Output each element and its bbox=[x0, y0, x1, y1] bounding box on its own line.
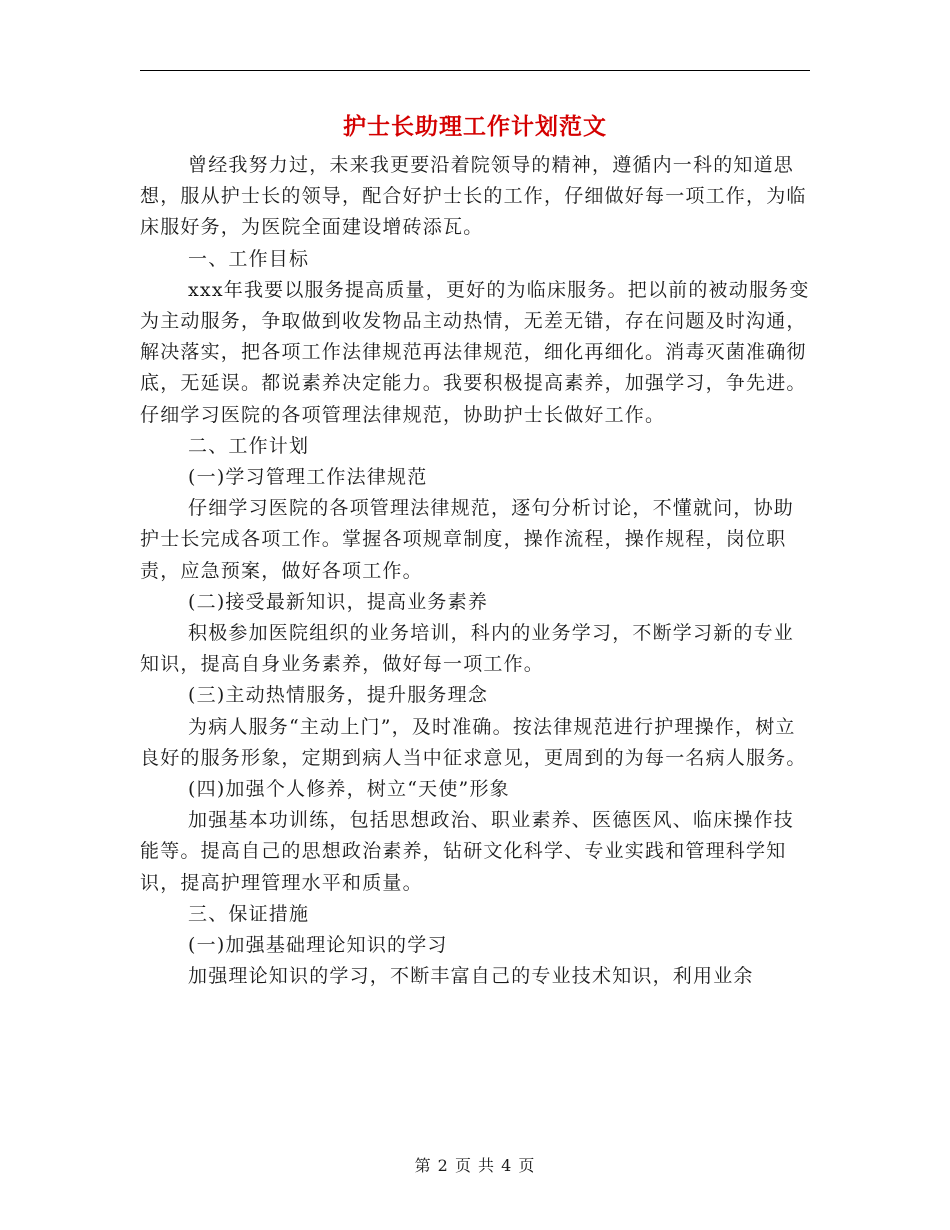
section-heading-goals: 一、工作目标 bbox=[188, 247, 310, 270]
subheading-plan-2: (二)接受最新知识，提高业务素养 bbox=[188, 590, 489, 613]
paragraph-plan-2: 积极参加医院组织的业务培训，科内的业务学习，不断学习新的专业知识，提高自身业务素养，做好每一项工作。 bbox=[140, 622, 795, 676]
header-rule bbox=[140, 70, 810, 71]
document-title: 护士长助理工作计划范文 bbox=[343, 114, 607, 140]
section-heading-measures: 三、保证措施 bbox=[188, 902, 310, 925]
paragraph-goals: xxx年我要以服务提高质量，更好的为临床服务。把以前的被动服务变为主动服务，争取做到收发物品主动热情，无差无错，存在问题及时沟通，解决落实，把各项工作法律规范再法律规范，细化再细化。消毒灭菌准确彻底，无延误。都说素养决定能力。我要积极提高素养，加强学习，争先进。仔细学习医院的各项管理法律规范，协助护士长做好工作。 bbox=[140, 278, 810, 426]
subheading-plan-1: (一)学习管理工作法律规范 bbox=[188, 466, 428, 489]
page-number: 第 2 页 共 4 页 bbox=[414, 1156, 536, 1175]
subheading-plan-3: (三)主动热情服务，提升服务理念 bbox=[188, 684, 489, 707]
subheading-measures-1: (一)加强基础理论知识的学习 bbox=[188, 934, 448, 957]
paragraph-plan-3: 为病人服务“主动上门”，及时准确。按法律规范进行护理操作，树立良好的服务形象，定期到病人当中征求意见，更周到的为每一名病人服务。 bbox=[140, 715, 807, 769]
paragraph-plan-1: 仔细学习医院的各项管理法律规范，逐句分析讨论，不懂就问，协助护士长完成各项工作。掌握各项规章制度，操作流程，操作规程，岗位职责，应急预案，做好各项工作。 bbox=[140, 497, 795, 582]
document-body bbox=[140, 150, 810, 992]
paragraph-measures-1: 加强理论知识的学习，不断丰富自己的专业技术知识，利用业余 bbox=[188, 965, 754, 988]
subheading-plan-4: (四)加强个人修养，树立“天使”形象 bbox=[188, 778, 510, 801]
section-heading-plan: 二、工作计划 bbox=[188, 434, 310, 457]
paragraph-plan-4: 加强基本功训练，包括思想政治、职业素养、医德医风、临床操作技能等。提高自己的思想政治素养，钻研文化科学、专业实践和管理科学知识，提高护理管理水平和质量。 bbox=[140, 809, 795, 894]
paragraph-intro: 曾经我努力过，未来我更要沿着院领导的精神，遵循内一科的知道思想，服从护士长的领导，配合好护士长的工作，仔细做好每一项工作，为临床服好务，为医院全面建设增砖添瓦。 bbox=[140, 154, 807, 239]
